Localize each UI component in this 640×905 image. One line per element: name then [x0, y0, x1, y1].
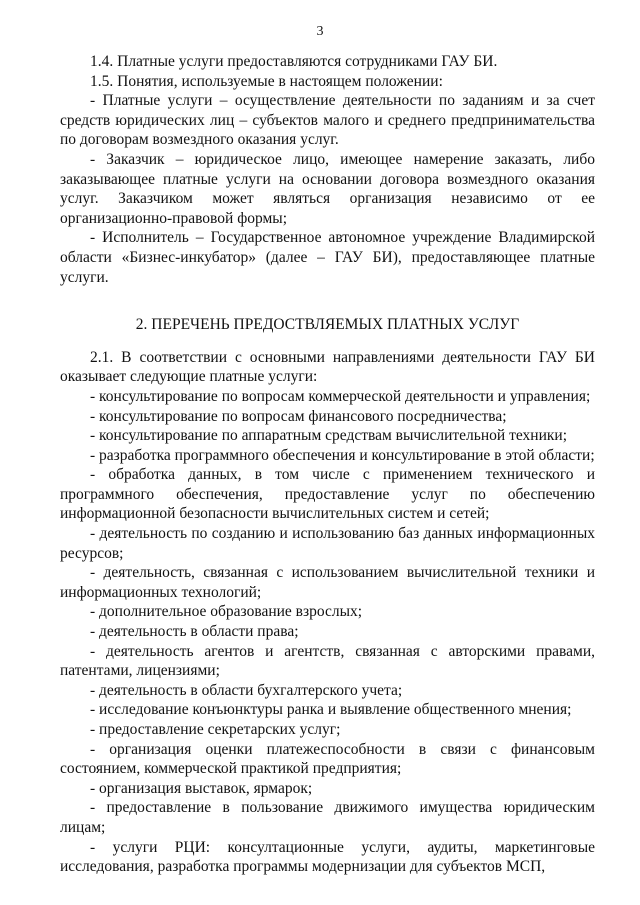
document-body [60, 52, 595, 877]
paragraph-2-1: 2.1. В соответствии с основными направлениями деятельности ГАУ БИ оказывает следующие платные услуги: [60, 348, 595, 386]
definition-contractor: - Исполнитель – Государственное автономное учреждение Владимирской области «Бизнес-инкубатор» (далее – ГАУ БИ), предоставляющее платные услуги. [60, 229, 595, 286]
list-item: - деятельность в области права; [90, 623, 299, 641]
paragraph-1-4: 1.4. Платные услуги предоставляются сотрудниками ГАУ БИ. [90, 53, 498, 70]
list-item: - деятельность агентов и агентств, связанная с авторскими правами, патентами, лицензиями; [60, 642, 595, 680]
list-item: - деятельность, связанная с использованием вычислительной техники и информационных технологий; [60, 564, 595, 601]
list-item: - консультирование по аппаратным средствам вычислительной техники; [90, 427, 567, 445]
list-item: - предоставление в пользование движимого имущества юридическим лицам; [60, 799, 595, 836]
list-item: - разработка программного обеспечения и консультирование в этой области; [90, 446, 595, 464]
list-item: - организация оценки платежеспособности в связи с финансовым состоянием, коммерческой практикой предприятия; [60, 740, 595, 778]
list-item: - исследование конъюнктуры ранка и выявление общественного мнения; [90, 701, 572, 719]
section-heading: 2. ПЕРЕЧЕНЬ ПРЕДОСТВЛЯЕМЫХ ПЛАТНЫХ УСЛУГ [135, 316, 520, 334]
page-number: 3 [316, 24, 324, 39]
list-item: - организация выставок, ярмарок; [90, 779, 313, 797]
list-item: - консультирование по вопросам коммерческой деятельности и управления; [90, 387, 591, 405]
list-item: - предоставление секретарских услуг; [90, 721, 341, 738]
paragraph-1-5: 1.5. Понятия, используемые в настоящем положении: [90, 72, 443, 90]
definition-paid-services: - Платные услуги – осуществление деятельности по заданиям и за счет средств юридических лиц – субъектов малого и среднего предпринимательства по договорам возмездного оказания услуг. [60, 92, 595, 149]
list-item: - услуги РЦИ: консултационные услуги, аудиты, маркетинговые исследования, разработка программы модернизации для субъектов МСП, [60, 838, 595, 876]
list-item: - консультирование по вопросам финансового посредничества; [90, 407, 507, 425]
list-item: - деятельность по созданию и использованию баз данных информационных ресурсов; [60, 525, 595, 562]
definition-customer: - Заказчик – юридическое лицо, имеющее намерение заказать, либо заказывающее платные услуги на основании договора возмездного оказания услуг. Заказчиком может являться организация независимо от ее организационно-правовой формы; [60, 150, 595, 227]
list-item: - деятельность в области бухгалтерского учета; [90, 681, 403, 699]
list-item: - обработка данных, в том числе с применением технического и программного обеспечения, предоставление услуг по обеспечению информационной безопасности вычислительных систем и сетей; [60, 466, 595, 523]
list-item: - дополнительное образование взрослых; [90, 603, 363, 621]
